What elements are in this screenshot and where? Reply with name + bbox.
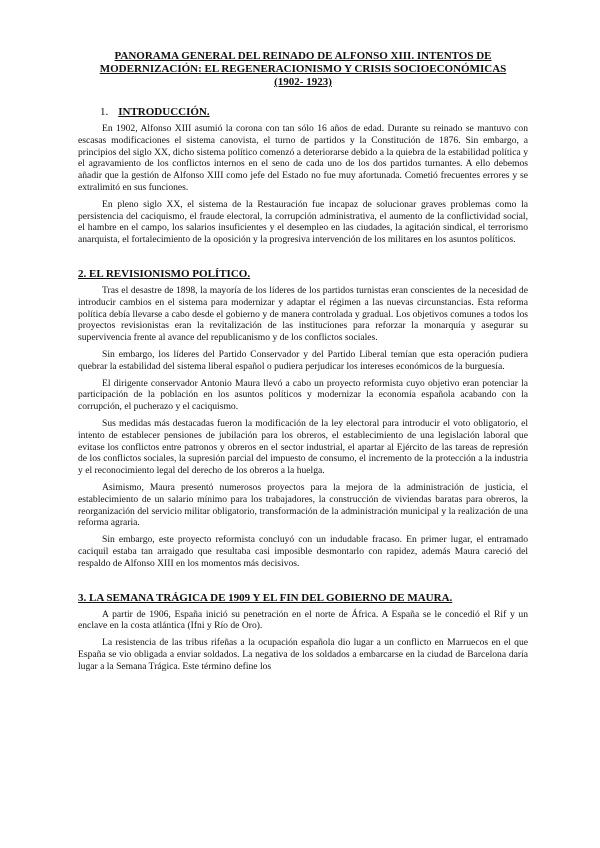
paragraph: Sus medidas más destacadas fueron la modificación de la ley electoral para introducir el voto obligatorio, el intento de establecer pensiones de jubilación para los obreros, el establecimiento de una legislación laboral que evitase los conflictos entre patronos y obreros en el sector industrial, el apartar al Ejército de las tareas de represión de los conflictos sociales, la supresión parcial del impuesto de consumo, el incremento de la protección a la industria y el reconocimiento legal del derecho de los obreros a la huelga. [78,417,528,477]
document-title [78,50,528,89]
section-heading: 3. LA SEMANA TRÁGICA DE 1909 Y EL FIN DEL GOBIERNO DE MAURA. [78,591,453,604]
paragraph: Sin embargo, este proyecto reformista concluyó con un indudable fracaso. En primer lugar, el entramado caciquil estaba tan arraigado que resultaba casi imposible desmontarlo con rapidez, además Maura careció del respaldo de Alfonso XIII en los momentos más decisivos. [78,534,528,569]
title-line-2: MODERNIZACIÓN: EL REGENERACIONISMO Y CRISIS SOCIOECONÓMICAS [99,63,507,75]
paragraph: En pleno siglo XX, el sistema de la Restauración fue incapaz de solucionar graves problemas como la persistencia del caciquismo, el fraude electoral, la corrupción administrativa, el aumento de la conflictividad social, el hambre en el campo, los salarios insuficientes y el desempleo en las ciudades, la agitación sindical, el terrorismo anarquista, el fortalecimiento de la oposición y la progresiva intervención de los militares en los asuntos políticos. [78,198,528,246]
paragraph: En 1902, Alfonso XIII asumió la corona con tan sólo 16 años de edad. Durante su reinado se mantuvo con escasas modificaciones el sistema canovista, el turno de partidos y la Constitución de 1876. Sin embargo, a principios del siglo XX, dicho sistema político comenzó a deteriorarse debido a la quiebra de la estabilidad política y el agravamiento de los conflictos internos en el seno de cada uno de los dos partidos turnantes. A ello debemos añadir que la gestión de Alfonso XIII como jefe del Estado no fue muy afortunada. Cometió frecuentes errores y se extralimitó en sus funciones. [78,123,528,193]
section-introduccion [78,105,528,246]
paragraph: Sin embargo, los líderes del Partido Conservador y del Partido Liberal temían que esta operación pudiera quebrar la estabilidad del sistema liberal español o pudiera perjudicar los intereses económicos de la burguesía. [78,348,528,372]
paragraph: Asimismo, Maura presentó numerosos proyectos para la mejora de la administración de justicia, el establecimiento de un salario mínimo para los trabajadores, la construcción de viviendas baratas para obreros, la reorganización del servicio militar obligatorio, transformación de la administración municipal y la realización de una reforma agraria. [78,481,528,529]
title-line-3: (1902- 1923) [274,76,332,88]
paragraph: Tras el desastre de 1898, la mayoría de los líderes de los partidos turnistas eran conscientes de la necesidad de introducir cambios en el sistema para modernizar y adaptar el régimen a las nuevas circunstancias. Esta reforma política debía llevarse a cabo desde el gobierno y de manera controlada y gradual. Los objetivos comunes a todos los proyectos revisionistas eran la revitalización de las instituciones para reforzar la monarquía y asegurar su supervivencia frente al avance del republicanismo y de los conflictos sociales. [78,284,528,344]
section-semana-tragica [78,591,528,673]
section-number: 1. [100,106,109,118]
section-heading-text: INTRODUCCIÓN. [118,106,210,118]
document-page [78,50,528,677]
section-heading [100,105,528,119]
section-revisionismo [78,267,528,570]
paragraph: La resistencia de las tribus rifeñas a la ocupación española dio lugar a un conflicto en Marruecos en el que España se vio obligada a enviar soldados. La negativa de los soldados a embarcarse en la ciudad de Barcelona daría lugar a la Semana Trágica. Este término define los [78,637,528,672]
title-line-1: PANORAMA GENERAL DEL REINADO DE ALFONSO XIII. INTENTOS DE [114,50,492,62]
section-heading: 2. EL REVISIONISMO POLÍTICO. [78,267,251,280]
paragraph: El dirigente conservador Antonio Maura llevó a cabo un proyecto reformista cuyo objetivo eran potenciar la participación de la población en los asuntos políticos y modernizar la economía española acabando con la corrupción, el pucherazo y el caciquismo. [78,377,528,413]
paragraph: A partir de 1906, España inició su penetración en el norte de África. A España se le concedió el Rif y un enclave en la costa atlántica (Ifni y Río de Oro). [78,608,528,632]
